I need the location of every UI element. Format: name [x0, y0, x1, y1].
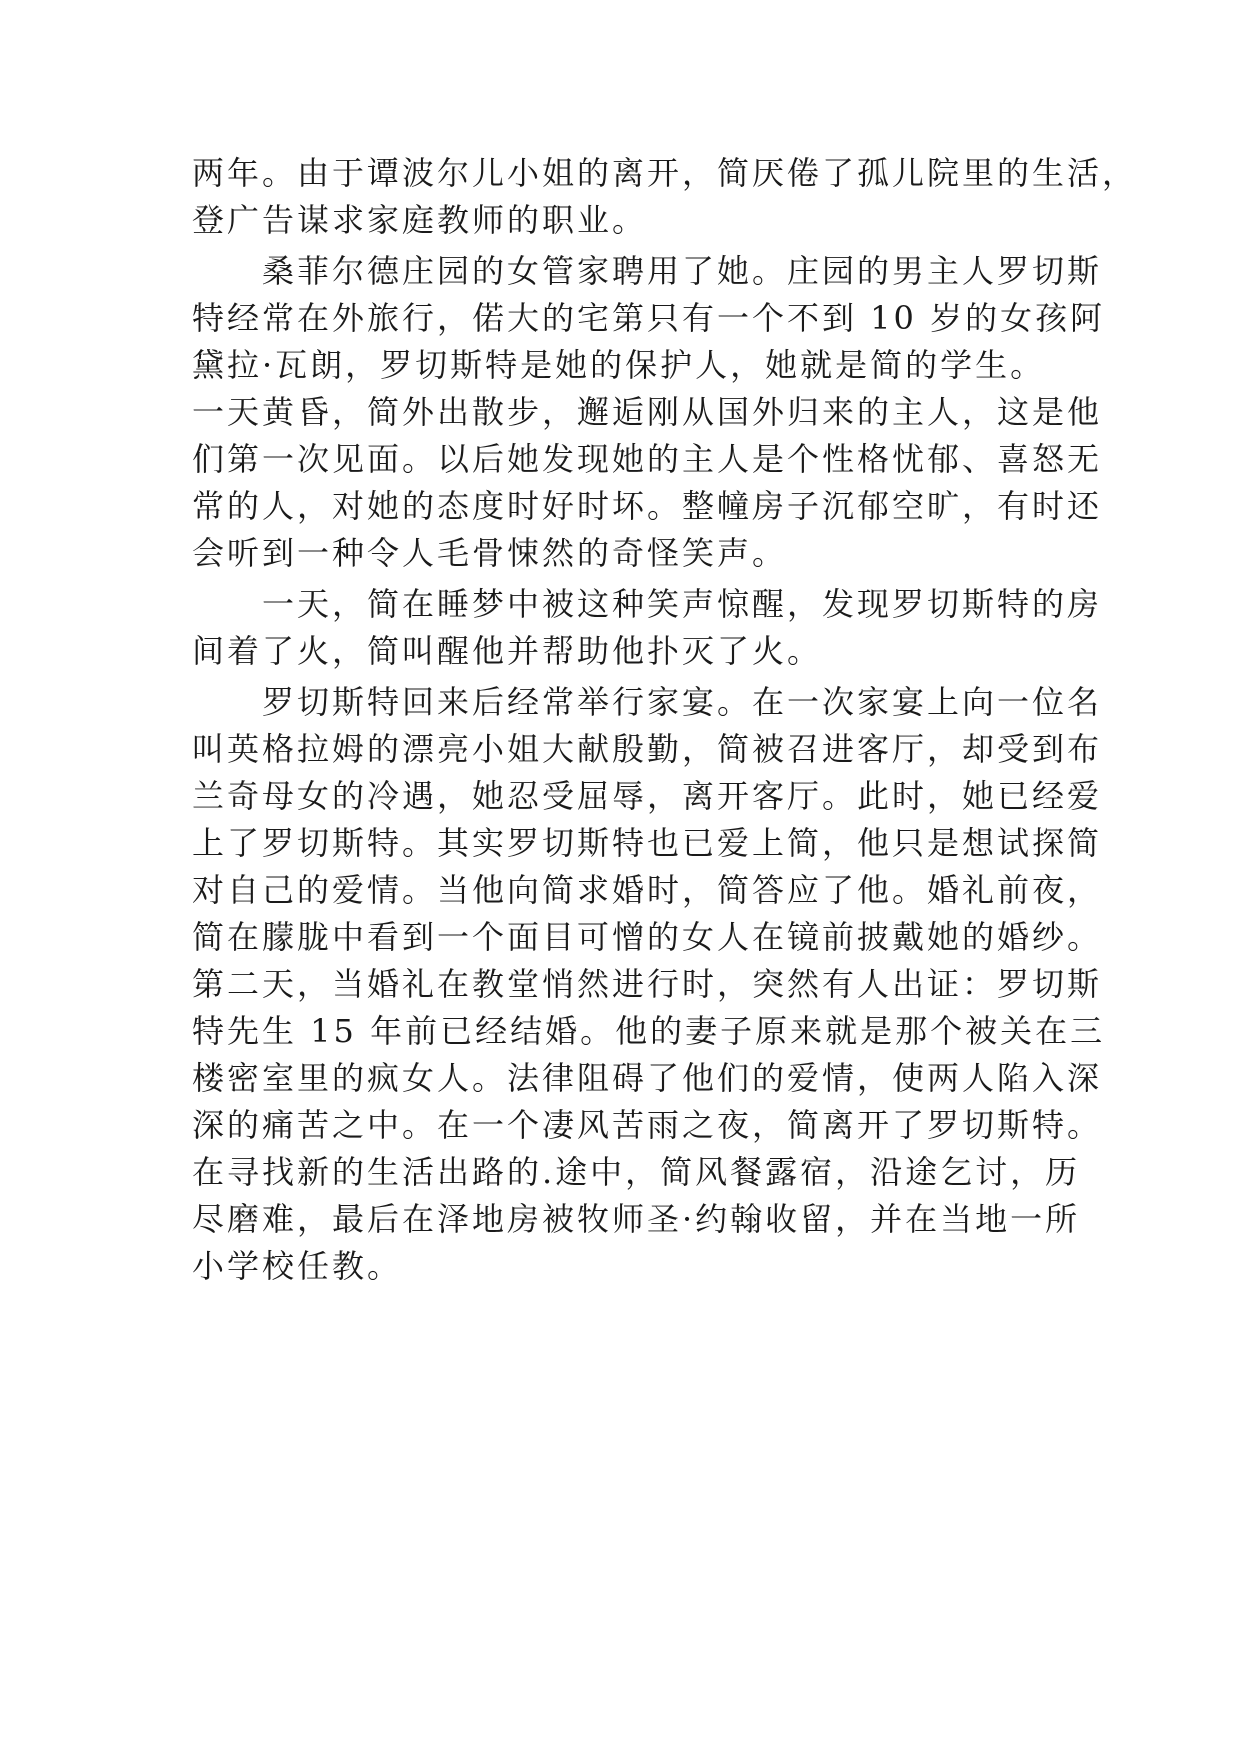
text-line: 会听到一种令人毛骨悚然的奇怪笑声。	[192, 534, 788, 572]
text-line: 一天，简在睡梦中被这种笑声惊醒，发现罗切斯特的房	[192, 585, 1103, 623]
document-body	[192, 150, 1138, 1290]
text-line: 尽磨难，最后在泽地房被牧师圣·约翰收留，并在当地一所	[192, 1200, 1081, 1238]
paragraph	[192, 150, 1138, 244]
paragraph	[192, 679, 1106, 1290]
text-line: 小学校任教。	[192, 1247, 403, 1285]
text-line: 间着了火，简叫醒他并帮助他扑灭了火。	[192, 632, 823, 670]
text-line: 们第一次见面。以后她发现她的主人是个性格忧郁、喜怒无	[192, 440, 1103, 478]
text-line: 楼密室里的疯女人。法律阻碍了他们的爱情，使两人陷入深	[192, 1059, 1103, 1097]
paragraph	[192, 581, 1103, 675]
text-line: 深的痛苦之中。在一个凄风苦雨之夜，简离开了罗切斯特。	[192, 1106, 1103, 1144]
text-line: 兰奇母女的冷遇，她忍受屈辱，离开客厅。此时，她已经爱	[192, 777, 1103, 815]
text-line: 两年。由于谭波尔儿小姐的离开，简厌倦了孤儿院里的生活，	[192, 154, 1138, 192]
text-line: 叫英格拉姆的漂亮小姐大献殷勤，简被召进客厅，却受到布	[192, 730, 1103, 768]
text-line: 一天黄昏，简外出散步，邂逅刚从国外归来的主人，这是他	[192, 393, 1103, 431]
text-line: 上了罗切斯特。其实罗切斯特也已爱上简，他只是想试探简	[192, 824, 1103, 862]
text-line: 黛拉·瓦朗，罗切斯特是她的保护人，她就是简的学生。	[192, 346, 1046, 384]
text-line: 桑菲尔德庄园的女管家聘用了她。庄园的男主人罗切斯	[192, 252, 1103, 290]
text-line: 在寻找新的生活出路的.途中，简风餐露宿，沿途乞讨，历	[192, 1153, 1081, 1191]
text-line: 简在朦胧中看到一个面目可憎的女人在镜前披戴她的婚纱。	[192, 918, 1103, 956]
text-line: 特先生 15 年前已经结婚。他的妻子原来就是那个被关在三	[192, 1012, 1106, 1050]
text-line: 对自己的爱情。当他向简求婚时，简答应了他。婚礼前夜，	[192, 871, 1103, 909]
paragraph	[192, 248, 1106, 577]
text-line: 常的人，对她的态度时好时坏。整幢房子沉郁空旷，有时还	[192, 487, 1103, 525]
text-line: 罗切斯特回来后经常举行家宴。在一次家宴上向一位名	[192, 683, 1103, 721]
text-line: 特经常在外旅行，偌大的宅第只有一个不到 10 岁的女孩阿	[192, 299, 1106, 337]
text-line: 登广告谋求家庭教师的职业。	[192, 201, 648, 239]
text-line: 第二天，当婚礼在教堂悄然进行时，突然有人出证：罗切斯	[192, 965, 1103, 1003]
